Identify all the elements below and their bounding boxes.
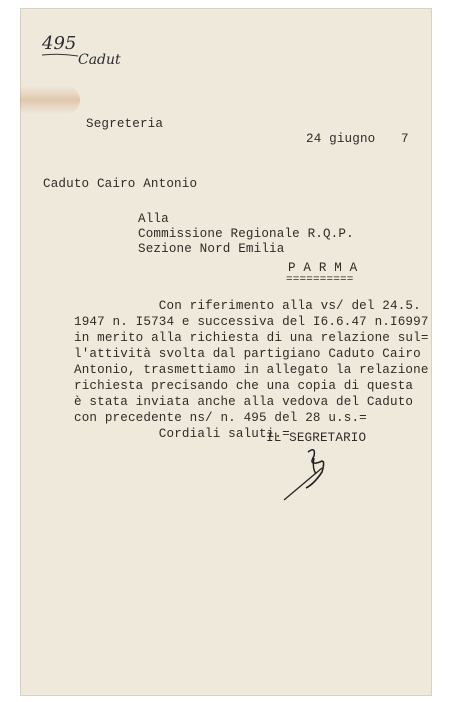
rust-stain bbox=[20, 86, 80, 114]
body-line: 1947 n. I5734 e successiva del I6.6.47 n.I6997 bbox=[74, 315, 429, 329]
date: 24 giugno bbox=[306, 132, 376, 146]
body-paragraph bbox=[74, 298, 429, 442]
handwritten-underline bbox=[40, 52, 80, 58]
recipient-line-3: Sezione Nord Emilia bbox=[138, 242, 285, 256]
recipient-line-2: Commissione Regionale R.Q.P. bbox=[138, 227, 354, 241]
body-line: Antonio, trasmettiamo in allegato la relazione bbox=[74, 363, 429, 377]
body-line: l'attività svolta dal partigiano Caduto Cairo bbox=[74, 347, 421, 361]
subject-line: Caduto Cairo Antonio bbox=[43, 177, 198, 191]
recipient-line-1: Alla bbox=[138, 212, 169, 226]
handwritten-number: 495 bbox=[42, 33, 77, 54]
date-year: 7 bbox=[401, 132, 409, 146]
letter-page bbox=[20, 8, 432, 696]
handwritten-signature bbox=[278, 444, 348, 506]
handwritten-word: Cadut bbox=[78, 52, 121, 68]
office-name: Segreteria bbox=[86, 117, 164, 131]
body-line: richiesta precisando che una copia di questa bbox=[74, 379, 414, 393]
closing-line: Cordiali saluti.= bbox=[74, 427, 290, 441]
body-line: con precedente ns/ n. 495 del 28 u.s.= bbox=[74, 411, 367, 425]
body-line: in merito alla richiesta di una relazione sul= bbox=[74, 331, 429, 345]
body-line: Con riferimento alla vs/ del 24.5. bbox=[74, 299, 421, 313]
signature-title: IL SEGRETARIO bbox=[266, 431, 367, 445]
city-underline: ========== bbox=[286, 274, 354, 286]
recipient-city: P A R M A bbox=[288, 261, 358, 275]
body-line: è stata inviata anche alla vedova del Caduto bbox=[74, 395, 414, 409]
